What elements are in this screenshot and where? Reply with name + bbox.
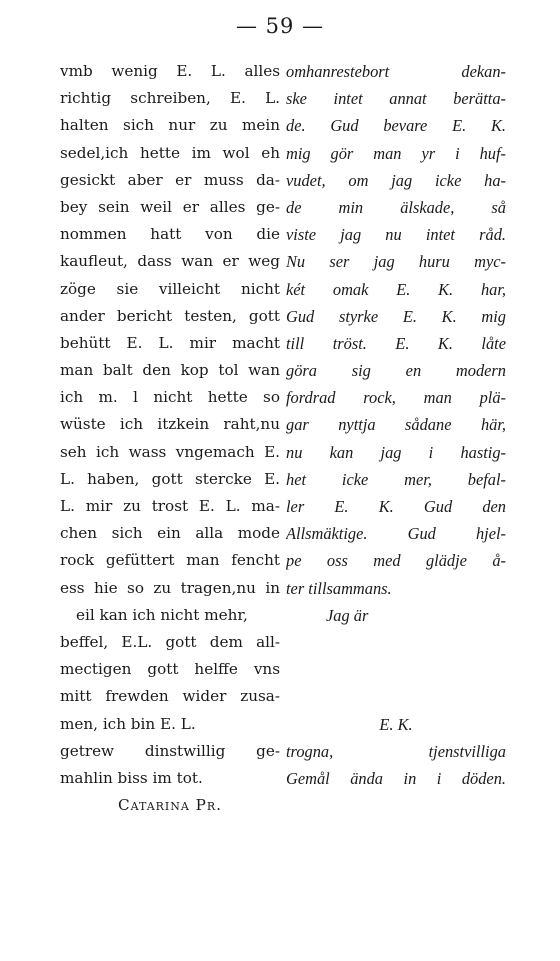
german-column	[60, 58, 280, 819]
swedish-text-line: E. K.	[379, 714, 413, 734]
german-text-line: halten sich nur zu mein	[60, 116, 280, 135]
german-text-line: nommen hatt von die	[60, 225, 280, 244]
german-text-line: rock gefüttert man fencht	[60, 551, 280, 570]
swedish-text-line: Jag är	[326, 605, 369, 625]
german-text-line: ich m. l nicht hette so	[60, 388, 280, 407]
swedish-text-line: fordrad rock, man plä-	[286, 388, 506, 408]
swedish-text-line: gar nyttja sådane här,	[286, 415, 506, 435]
swedish-text-line	[286, 629, 506, 656]
german-text-line: L. haben, gott stercke E.	[60, 469, 280, 488]
german-text-line: men, ich bin E. L.	[60, 714, 196, 733]
german-text-line: beffel, E.L. gott dem all-	[60, 632, 280, 651]
swedish-text-line: Nu ser jag huru myc-	[286, 252, 506, 272]
german-text-line: kaufleut, dass wan er weg	[60, 252, 280, 271]
german-text-line: sedel,ich hette im wol eh	[60, 143, 280, 162]
german-text-line: seh ich wass vngemach E.	[60, 442, 280, 461]
swedish-text-line: ske intet annat berätta-	[286, 89, 506, 109]
swedish-text-line: het icke mer, befal-	[286, 469, 506, 489]
swedish-text-line: nu kan jag i hastig-	[286, 442, 506, 462]
signature: Catarina Pr.	[118, 796, 222, 815]
german-text-line: mitt frewden wider zusa-	[60, 687, 280, 706]
german-text-line: chen sich ein alla mode	[60, 524, 280, 543]
german-text-line: mectigen gott helffe vns	[60, 660, 280, 679]
german-text-line: wüste ich itzkein raht,nu	[60, 415, 280, 434]
swedish-text-line: ler E. K. Gud den	[286, 497, 506, 516]
swedish-text-line: mig gör man yr i huf-	[286, 143, 506, 163]
swedish-text-line	[286, 656, 506, 683]
page-number: — 59 —	[235, 14, 325, 38]
german-text-line: behütt E. L. mir macht	[60, 333, 280, 352]
german-text-line: zöge sie villeicht nicht	[60, 279, 280, 298]
swedish-text-line: omhanrestebort dekan-	[286, 62, 506, 81]
german-text-line: eil kan ich nicht mehr,	[76, 605, 248, 624]
swedish-column	[286, 58, 506, 792]
german-text-line: bey sein weil er alles ge-	[60, 197, 280, 216]
swedish-text-line: viste jag nu intet råd.	[286, 225, 506, 245]
swedish-text-line: Allsmäktige. Gud hjel-	[286, 524, 506, 544]
german-text-line: ander bericht testen, gott	[60, 306, 280, 325]
german-text-line: L. mir zu trost E. L. ma-	[60, 497, 280, 515]
swedish-text-line: Gud styrke E. K. mig	[286, 306, 506, 326]
swedish-text-line: ter tillsammans.	[286, 578, 392, 598]
swedish-text-line: vudet, om jag icke ha-	[286, 170, 506, 190]
german-text-line: gesickt aber er muss da-	[60, 170, 280, 189]
swedish-text-line: de min älskade, så	[286, 197, 506, 217]
german-text-line: man balt den kop tol wan	[60, 361, 280, 380]
swedish-text-line	[286, 683, 506, 710]
german-text-line: getrew dinstwillig ge-	[60, 741, 280, 760]
swedish-text-line: két omak E. K. har,	[286, 279, 506, 299]
swedish-text-line: trogna, tjenstvilliga	[286, 741, 506, 761]
swedish-text-line: Gemål ända in i döden.	[286, 768, 506, 788]
german-text-line: vmb wenig E. L. alles	[60, 62, 280, 80]
swedish-text-line: till tröst. E. K. låte	[286, 333, 506, 353]
german-text-line: mahlin biss im tot.	[60, 768, 203, 787]
swedish-text-line: pe oss med glädje å-	[286, 551, 506, 571]
swedish-text-line: de. Gud bevare E. K.	[286, 116, 506, 136]
german-text-line: richtig schreiben, E. L.	[60, 89, 280, 108]
german-text-line: ess hie so zu tragen,nu in	[60, 578, 280, 597]
swedish-text-line: göra sig en modern	[286, 361, 506, 381]
